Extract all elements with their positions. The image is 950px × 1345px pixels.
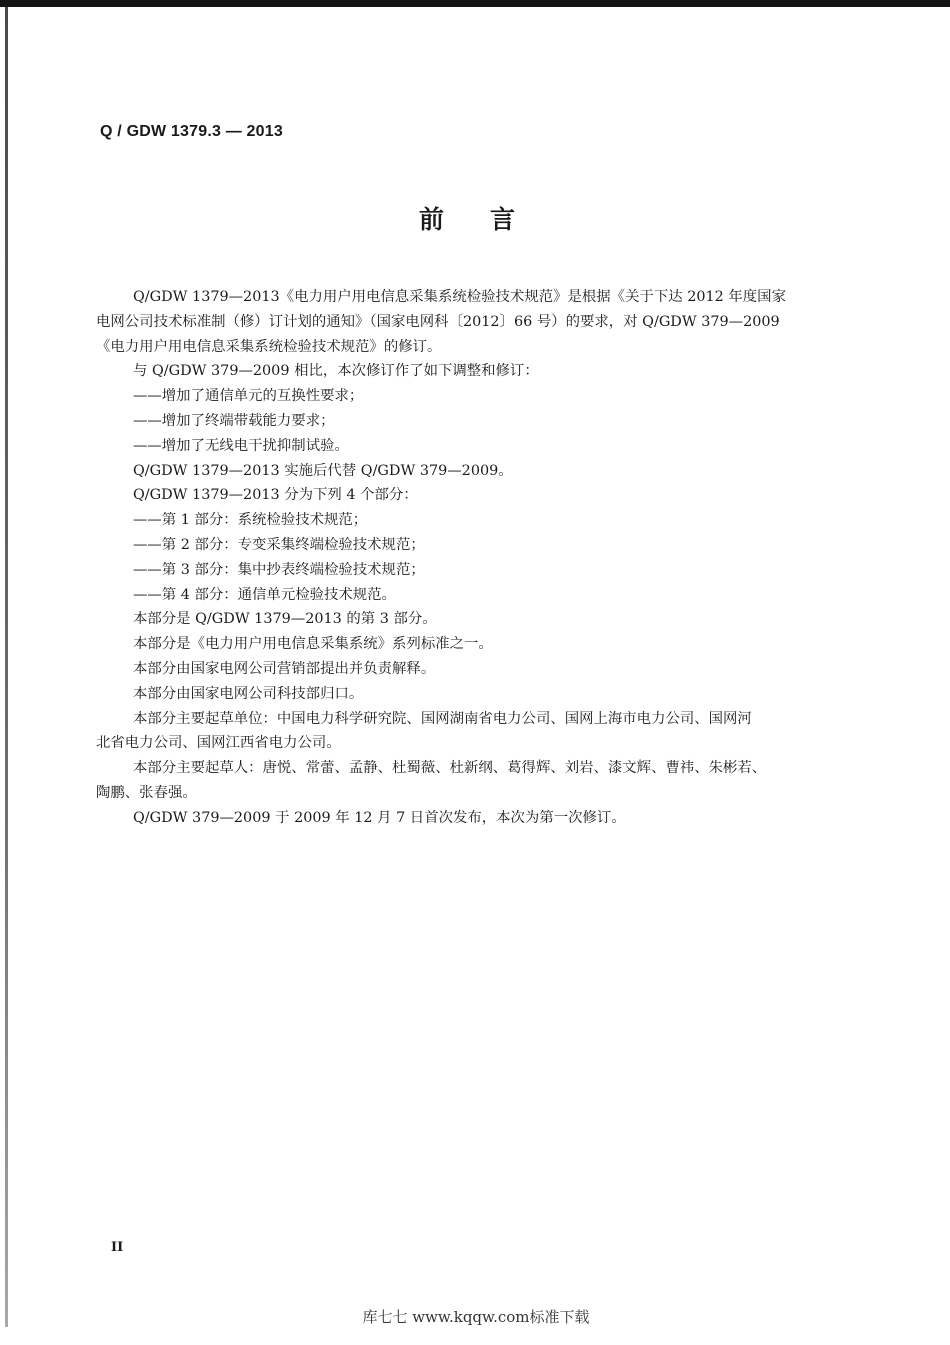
site-watermark: 库七七 www.kqqw.com标准下载 [362, 1308, 590, 1326]
paragraph-line: 电网公司技术标准制（修）订计划的通知》（国家电网科〔2012〕66 号）的要求，对 Q/GDW 379—2009 [96, 313, 780, 330]
paragraph-line: Q/GDW 1379—2013《电力用户用电信息采集系统检验技术规范》是根据《关于下达 2012 年度国家 [133, 289, 786, 305]
paragraph-line: 本部分主要起草单位：中国电力科学研究院、国网湖南省电力公司、国网上海市电力公司、国网河 [133, 710, 752, 727]
scan-top-border [0, 0, 950, 7]
paragraph-line: 北省电力公司、国网江西省电力公司。 [96, 735, 341, 752]
paragraph-line: 本部分是《电力用户用电信息采集系统》系列标准之一。 [133, 636, 493, 653]
paragraph-line: 与 Q/GDW 379—2009 相比，本次修订作了如下调整和修订： [133, 363, 539, 380]
list-item: ——第 3 部分：集中抄表终端检验技术规范； [133, 561, 425, 578]
paragraph-line: Q/GDW 1379—2013 分为下列 4 个部分： [133, 487, 418, 504]
paragraph-line: 《电力用户用电信息采集系统检验技术规范》的修订。 [96, 338, 442, 355]
paragraph-line: Q/GDW 1379—2013 实施后代替 Q/GDW 379—2009。 [133, 462, 513, 479]
document-code-header: Q / GDW 1379.3 — 2013 [100, 123, 283, 140]
paragraph-line: 本部分是 Q/GDW 1379—2013 的第 3 部分。 [133, 611, 437, 628]
paragraph-line: 本部分由国家电网公司营销部提出并负责解释。 [133, 660, 436, 677]
paragraph-line: 陶鹏、张春强。 [96, 784, 197, 801]
list-item: ——第 2 部分：专变采集终端检验技术规范； [133, 536, 425, 553]
page-number: II [111, 1240, 124, 1255]
list-item: ——增加了终端带载能力要求； [133, 412, 335, 429]
paragraph-line: 本部分由国家电网公司科技部归口。 [133, 685, 364, 702]
foreword-body [96, 285, 864, 831]
list-item: ——第 4 部分：通信单元检验技术规范。 [133, 586, 396, 603]
list-item: ——增加了无线电干扰抑制试验。 [133, 437, 349, 454]
page-title: 前言 [418, 205, 561, 234]
list-item: ——第 1 部分：系统检验技术规范； [133, 512, 368, 529]
paragraph-line: Q/GDW 379—2009 于 2009 年 12 月 7 日首次发布，本次为第一次修订。 [133, 809, 626, 826]
paragraph-line: 本部分主要起草人：唐悦、常蕾、孟静、杜蜀薇、杜新纲、葛得辉、刘岩、漆文辉、曹祎、朱彬若、 [133, 760, 767, 777]
list-item: ——增加了通信单元的互换性要求； [133, 388, 364, 405]
